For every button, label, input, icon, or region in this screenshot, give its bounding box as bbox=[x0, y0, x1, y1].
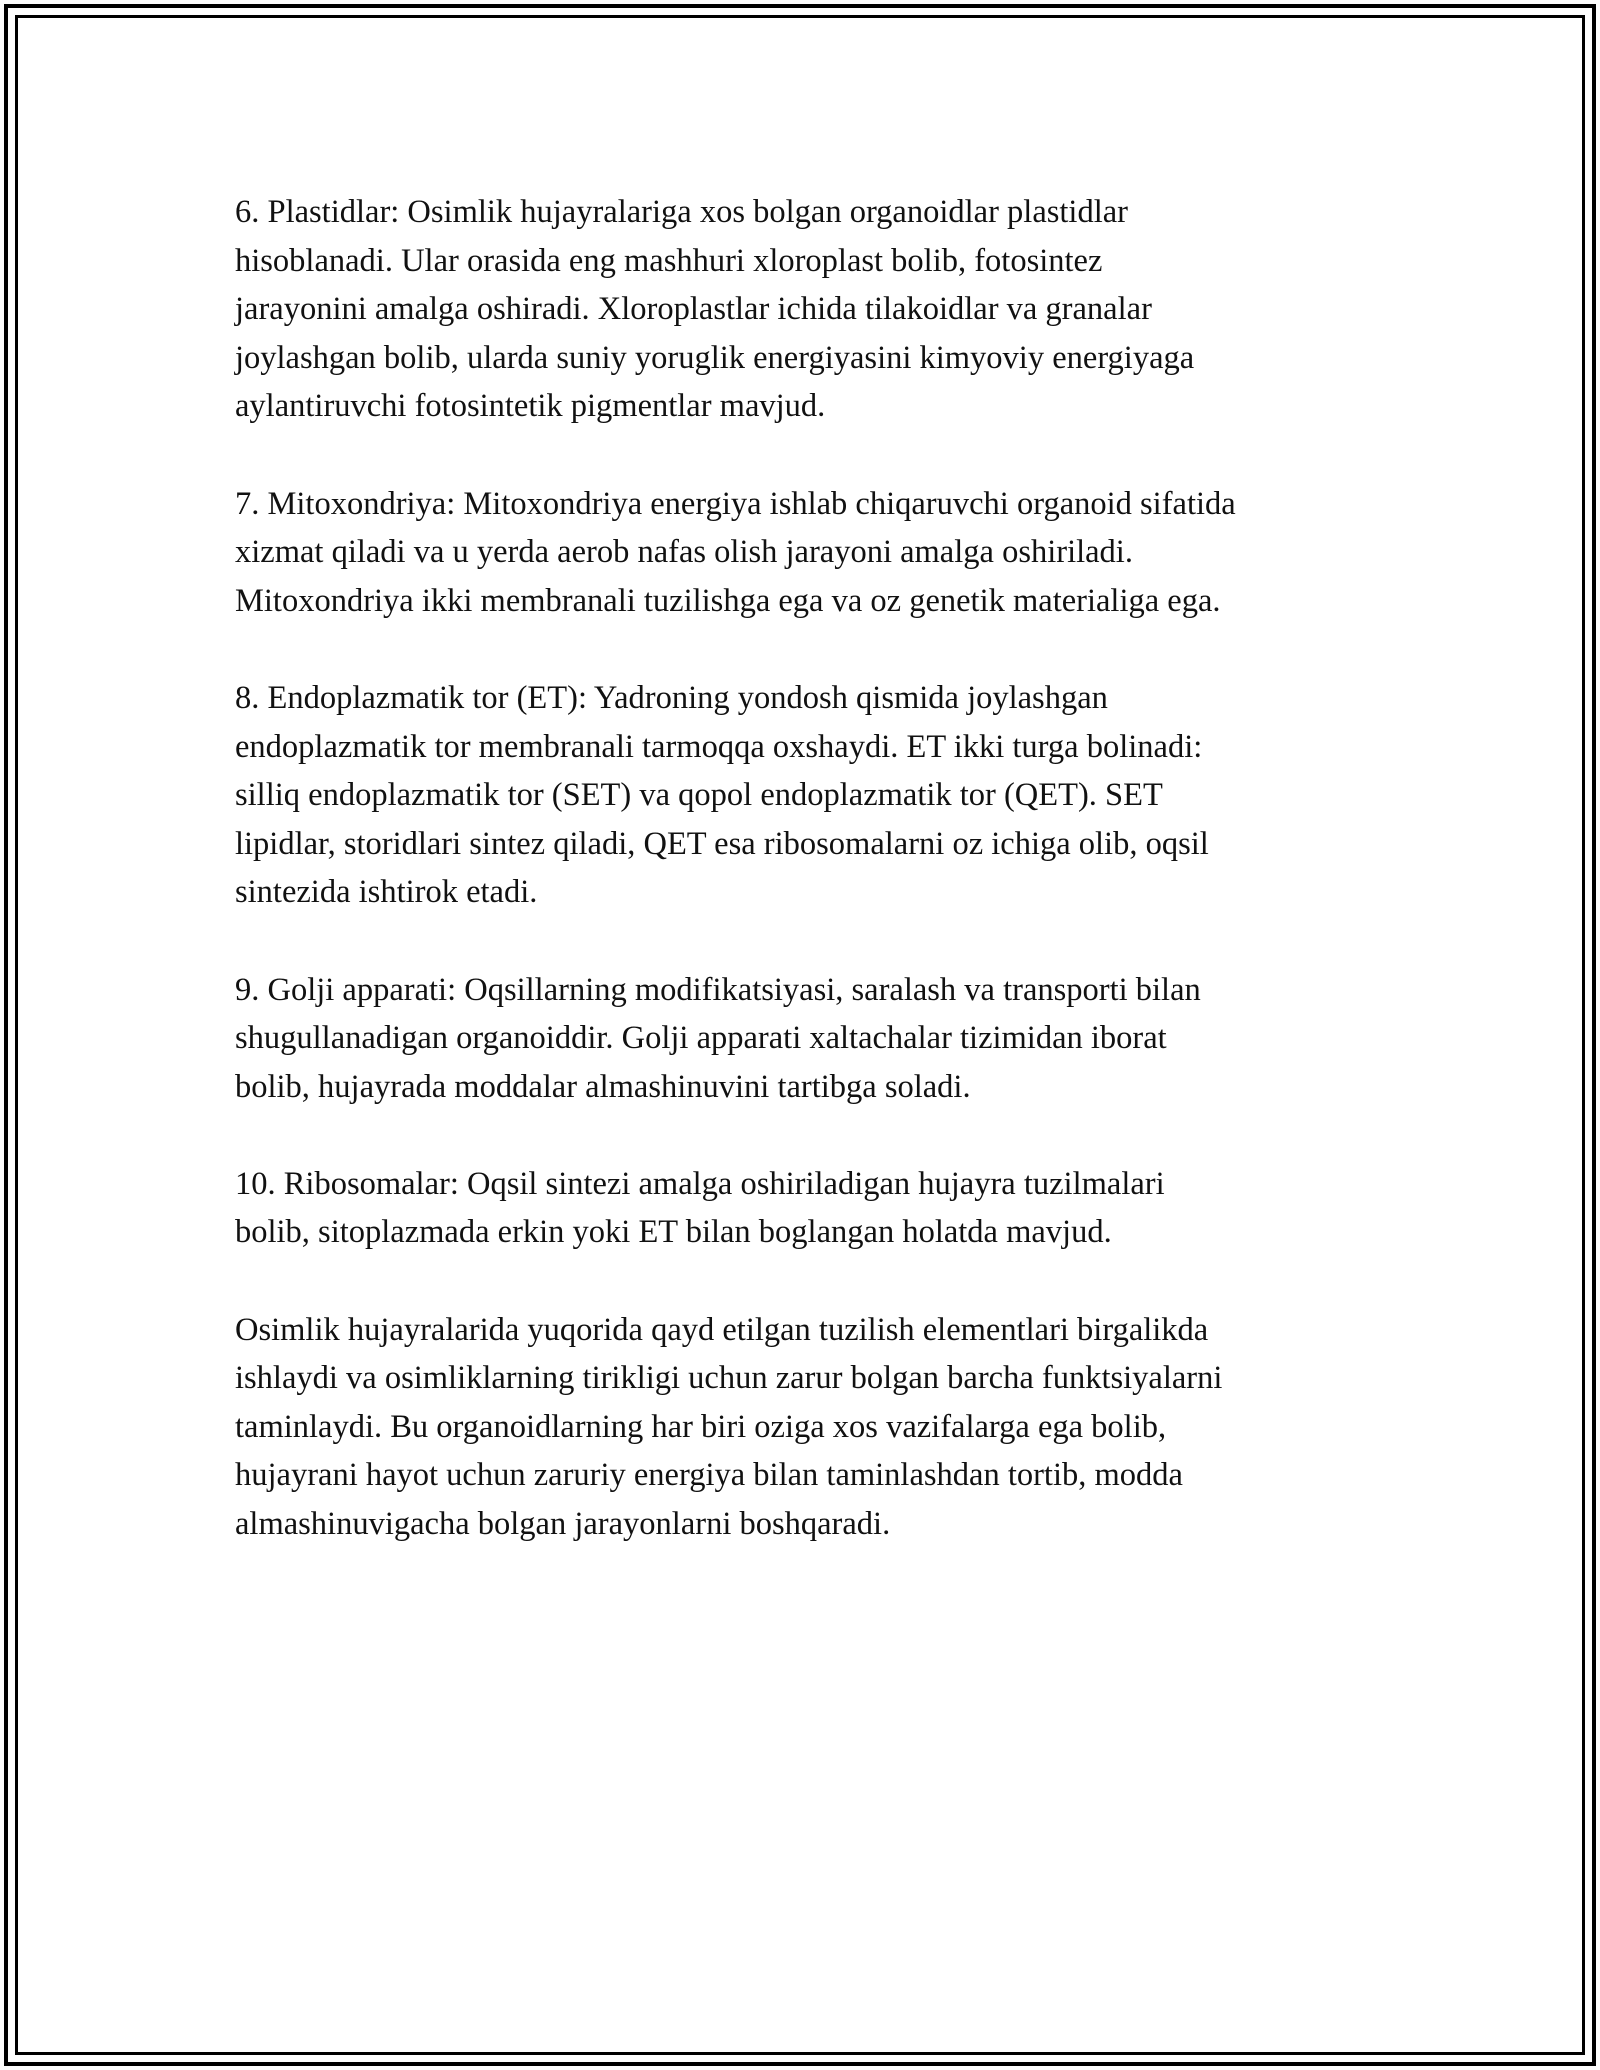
text-line: bolib, sitoplazmada erkin yoki ET bilan boglangan holatda mavjud. bbox=[235, 1214, 1112, 1251]
text-line: aylantiruvchi fotosintetik pigmentlar mavjud. bbox=[235, 388, 826, 425]
text-line: hujayrani hayot uchun zaruriy energiya bilan taminlashdan tortib, modda bbox=[235, 1457, 1183, 1494]
text-line: almashinuvigacha bolgan jarayonlarni boshqaradi. bbox=[235, 1506, 891, 1543]
text-line: Osimlik hujayralarida yuqorida qayd etilgan tuzilish elementlari birgalikda bbox=[235, 1311, 1209, 1348]
text-line: shugullanadigan organoiddir. Golji apparati xaltachalar tizimidan iborat bbox=[235, 1020, 1167, 1057]
paragraph-ribosomalar bbox=[235, 1160, 1385, 1257]
paragraph-mitoxondriya bbox=[235, 480, 1385, 626]
text-line: endoplazmatik tor membranali tarmoqqa oxshaydi. ET ikki turga bolinadi: bbox=[235, 728, 1203, 765]
text-line: jarayonini amalga oshiradi. Xloroplastlar ichida tilakoidlar va granalar bbox=[235, 291, 1152, 328]
text-line: taminlaydi. Bu organoidlarning har biri oziga xos vazifalarga ega bolib, bbox=[235, 1408, 1167, 1445]
text-line: lipidlar, storidlari sintez qiladi, QET esa ribosomalarni oz ichiga olib, oqsil bbox=[235, 825, 1209, 862]
text-line: 10. Ribosomalar: Oqsil sintezi amalga oshiriladigan hujayra tuzilmalari bbox=[235, 1165, 1165, 1202]
text-line: Mitoxondriya ikki membranali tuzilishga ega va oz genetik materialiga ega. bbox=[235, 582, 1221, 619]
text-line: bolib, hujayrada moddalar almashinuvini tartibga soladi. bbox=[235, 1068, 971, 1105]
paragraph-golji-apparati bbox=[235, 966, 1385, 1112]
text-line: 9. Golji apparati: Oqsillarning modifikatsiyasi, saralash va transporti bilan bbox=[235, 971, 1201, 1008]
text-line: xizmat qiladi va u yerda aerob nafas olish jarayoni amalga oshiriladi. bbox=[235, 534, 1133, 571]
paragraph-plastidlar bbox=[235, 188, 1385, 431]
text-line: 6. Plastidlar: Osimlik hujayralariga xos bolgan organoidlar plastidlar bbox=[235, 194, 1128, 230]
text-line: joylashgan bolib, ularda suniy yoruglik energiyasini kimyoviy energiyaga bbox=[235, 339, 1195, 376]
text-line: ishlaydi va osimliklarning tirikligi uchun zarur bolgan barcha funktsiyalarni bbox=[235, 1360, 1223, 1397]
document-body bbox=[235, 188, 1385, 1597]
text-line: 8. Endoplazmatik tor (ET): Yadroning yondosh qismida joylashgan bbox=[235, 679, 1108, 716]
paragraph-endoplazmatik-tor bbox=[235, 674, 1385, 917]
text-line: hisoblanadi. Ular orasida eng mashhuri xloroplast bolib, fotosintez bbox=[235, 242, 1103, 279]
text-line: 7. Mitoxondriya: Mitoxondriya energiya ishlab chiqaruvchi organoid sifatida bbox=[235, 485, 1236, 522]
text-line: sintezida ishtirok etadi. bbox=[235, 874, 538, 911]
paragraph-xulosa bbox=[235, 1306, 1385, 1549]
text-line: silliq endoplazmatik tor (SET) va qopol endoplazmatik tor (QET). SET bbox=[235, 777, 1163, 814]
